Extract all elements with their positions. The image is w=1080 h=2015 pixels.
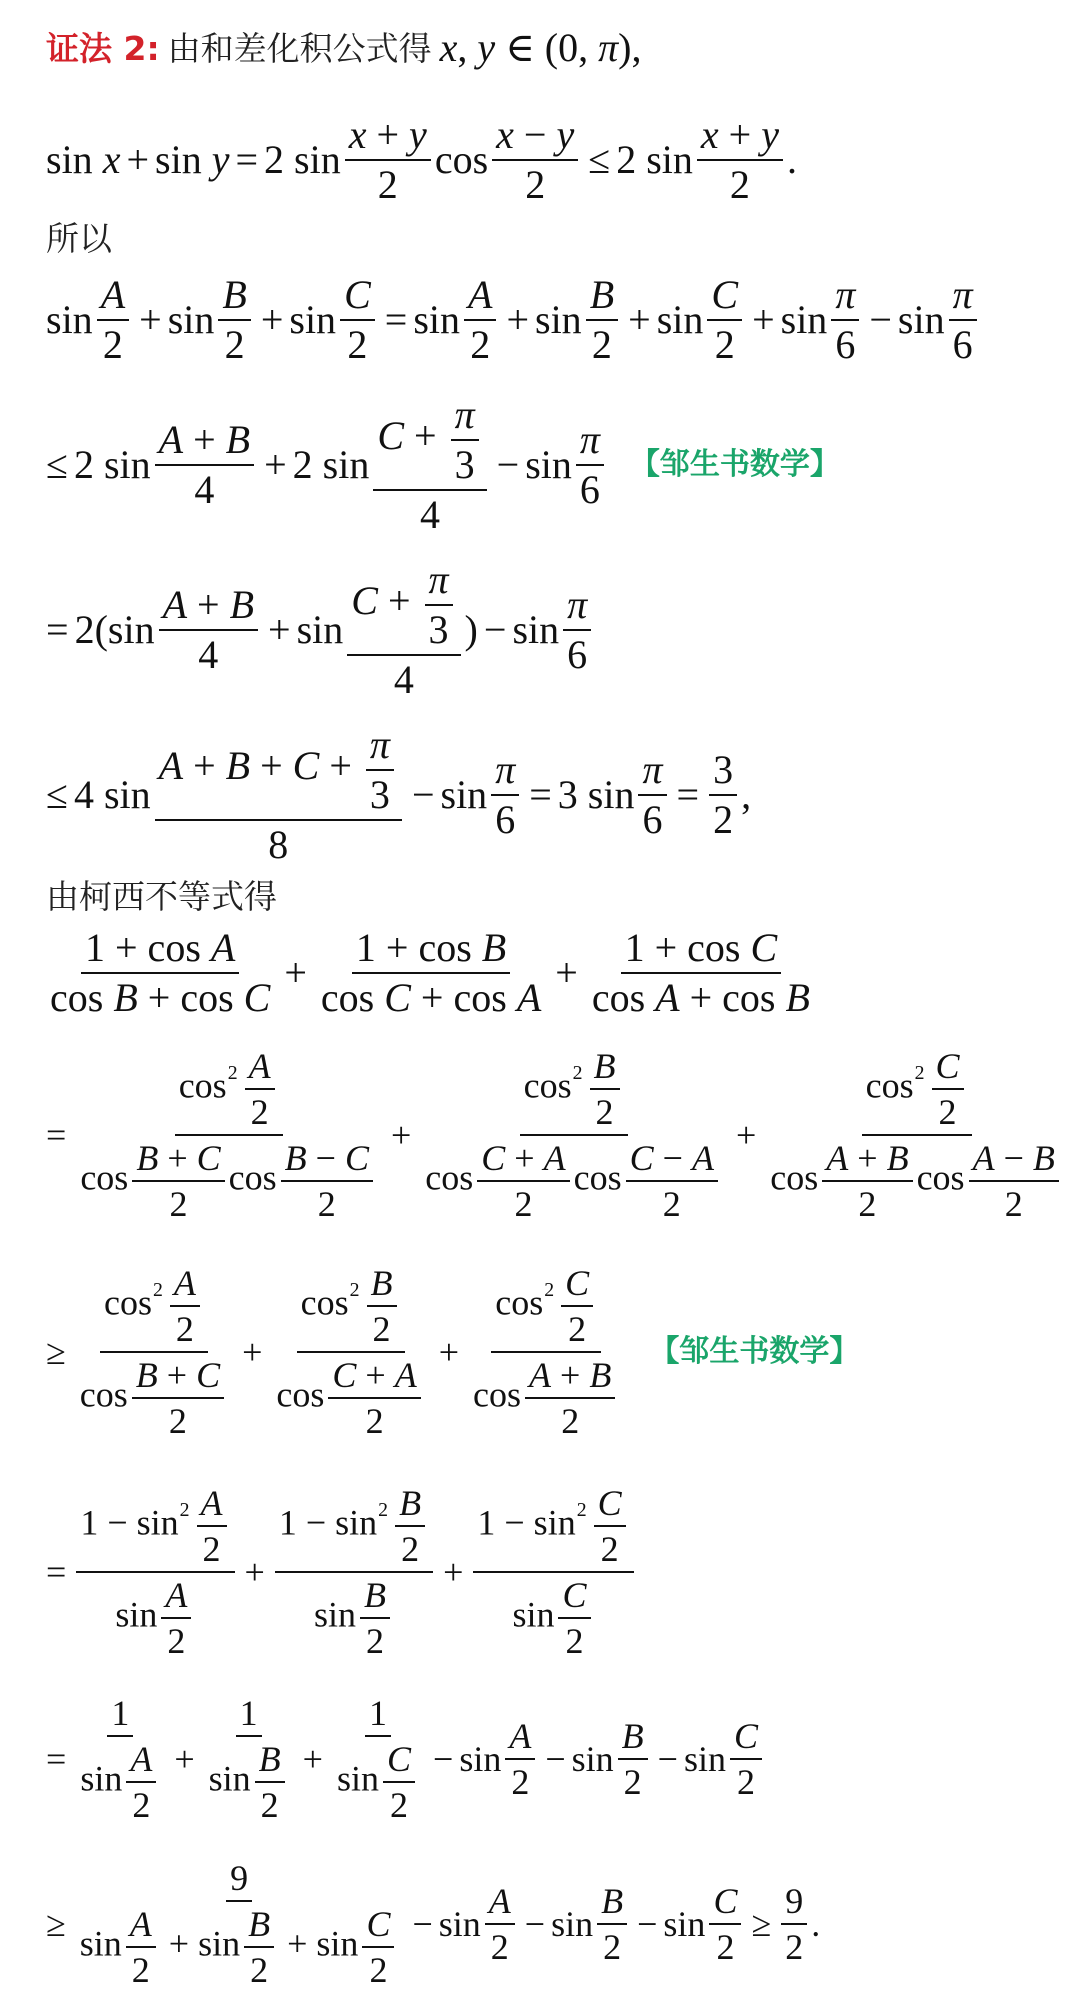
equation-step-3: ≤ 4 sin A + B + C + $\frac{\pi}{3}$ 8 − sin $\frac{\pi}{6}$ = 3 sin $\frac{\pi}{6}$ = $\frac{3}{2}$ , <box>46 722 752 867</box>
equation-cauchy-step-4: = 1 sin $\frac{A}{2}$ + 1 sin $\frac{B}{2}$ + 1 sin $\frac{C}{2}$ − sin $\frac{A}{2}$ − sin $\frac{B}{2}$ − sin $\frac{C}{2}$ <box>46 1695 766 1823</box>
equation-half-angles: sin $\frac{A}{2}$ + sin $\frac{B}{2}$ + sin $\frac{C}{2}$ = sin $\frac{A}{2}$ + sin $\frac{B}{2}$ + sin $\frac{C}{2}$ + sin $\frac{\pi}{6}$ − sin $\frac{\pi}{6}$ <box>46 275 981 365</box>
equation-step-2: = 2(sin $\frac{A + B}{4}$ + sin C + $\frac{\pi}{3}$ 4 ) − sin $\frac{\pi}{6}$ <box>46 560 595 700</box>
watermark-1: 【邹生书数学】 <box>629 447 840 482</box>
equation-final: ≥ 9 sin $\frac{A}{2}$ + sin $\frac{B}{2}$ + sin $\frac{C}{2}$ − sin $\frac{A}{2}$ − sin $\frac{B}{2}$ − sin $\frac{C}{2}$ ≥ $\frac{9}{2}$ . <box>46 1858 821 1990</box>
watermark-2: 【邹生书数学】 <box>649 1334 860 1369</box>
equation-step-1: ≤ 2 sin $\frac{A + B}{4}$ + 2 sin C + $\frac{\pi}{3}$ 4 − sin $\frac{\pi}{6}$ 【邹生书数学】 <box>46 392 840 537</box>
equation-cauchy-start: $\frac{\text{1 + cos A}}{\text{cos B + cos C}}$ + $\frac{\text{1 + cos B}}{\text{cos C + cos A}}$ + $\frac{\text{1 + cos C}}{\text{cos A + cos B}}$ <box>50 925 810 1020</box>
proof-heading <box>46 25 642 70</box>
equation-cauchy-step-3: = $1 - \sin^2$ $\frac{A}{2}$ sin $\frac{A}{2}$ + $1 - \sin^2$ $\frac{B}{2}$ sin $\frac{B}{2}$ + $1 - \sin^2$ $\frac{C}{2}$ sin $\frac{C}{2}$ <box>46 1485 638 1659</box>
cauchy-label: 由柯西不等式得 <box>46 877 277 916</box>
heading-math: x, y ∈ (0, π), <box>439 25 642 70</box>
heading-text: 由和差化积公式得 <box>167 28 432 68</box>
equation-sum-to-product: sin x + sin y = 2 sin $\frac{x + y}{2}$ cos $\frac{x - y}{2}$ ≤ 2 sin $\frac{x + y}{2}$ . <box>46 112 797 207</box>
equation-cauchy-step-2: ≥ $\cos^2$ $\frac{A}{2}$ cos $\frac{B + C}{2}$ + $\cos^2$ $\frac{B}{2}$ cos $\frac{C + A}{2}$ + $\cos^2$ $\frac{C}{2}$ cos $\frac{A + B}{2}$ 【邹生书数学】 <box>46 1263 860 1441</box>
so-label: 所以 <box>46 219 112 258</box>
equation-cauchy-step-1: = $\cos^2$ $\frac{A}{2}$ cos $\frac{B + C}{2}$ cos $\frac{B - C}{2}$ + $\cos^2$ $\frac{B}{2}$ cos $\frac{C + A}{2}$ cos $\frac{C - A}{2}$ + $\cos^2$ $\frac{C}{2}$ cos $\frac{A + B}{2}$ cos $\frac{A - B}{2}$ <box>46 1048 1071 1222</box>
proof-label: 证法 2: <box>46 28 160 68</box>
